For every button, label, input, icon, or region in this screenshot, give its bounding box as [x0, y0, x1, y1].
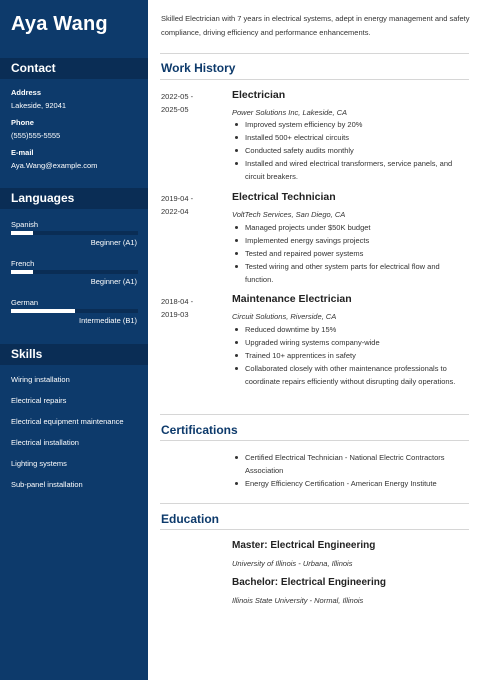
- certification-item: Energy Efficiency Certification - American Energy Institute: [232, 477, 467, 490]
- job-title: Maintenance Electrician: [232, 293, 352, 305]
- education-school: Illinois State University - Normal, Illinois: [232, 596, 364, 605]
- certification-list: [232, 451, 467, 490]
- skill-item: Wiring installation: [11, 375, 70, 384]
- skill-item: Lighting systems: [11, 459, 67, 468]
- divider: [160, 440, 469, 441]
- education-degree: Master: Electrical Engineering: [232, 540, 376, 551]
- job-bullet: Upgraded wiring systems company-wide: [232, 336, 467, 349]
- job-company: Circuit Solutions, Riverside, CA: [232, 312, 337, 321]
- language-bar-fill: [11, 309, 75, 313]
- address-value: Lakeside, 92041: [11, 101, 67, 110]
- language-level: Beginner (A1): [90, 238, 137, 247]
- job-title: Electrical Technician: [232, 191, 336, 203]
- job-company: VoltTech Services, San Diego, CA: [232, 210, 346, 219]
- certifications-heading: Certifications: [161, 423, 238, 437]
- divider: [160, 529, 469, 530]
- job-bullets: [232, 118, 467, 183]
- job-bullet: Reduced downtime by 15%: [232, 323, 467, 336]
- job-bullet: Improved system efficiency by 20%: [232, 118, 467, 131]
- contact-heading: Contact: [0, 58, 148, 79]
- job-bullet: Managed projects under $50K budget: [232, 221, 467, 234]
- divider: [160, 503, 469, 504]
- summary: Skilled Electrician with 7 years in electrical systems, adept in energy management and safety compliance, driving efficiency and performance enhancements.: [161, 14, 470, 37]
- skill-item: Electrical equipment maintenance: [11, 417, 124, 426]
- education-school: University of Illinois - Urbana, Illinois: [232, 559, 353, 568]
- skill-item: Sub-panel installation: [11, 480, 83, 489]
- job-bullet: Tested and repaired power systems: [232, 247, 467, 260]
- phone-label: Phone: [11, 118, 34, 127]
- language-bar: [11, 309, 138, 313]
- divider: [160, 79, 469, 80]
- job-title: Electrician: [232, 89, 286, 101]
- job-company: Power Solutions Inc, Lakeside, CA: [232, 108, 348, 117]
- divider: [160, 414, 469, 415]
- job-bullet: Installed and wired electrical transformers, service panels, and circuit breakers.: [232, 157, 467, 183]
- email-label: E-mail: [11, 148, 34, 157]
- sidebar: [0, 0, 148, 680]
- job-start-date: 2018-04 -: [161, 297, 194, 306]
- candidate-name: Aya Wang: [11, 13, 108, 35]
- job-start-date: 2019-04 -: [161, 194, 194, 203]
- job-end-date: 2025-05: [161, 105, 189, 114]
- work-history-heading: Work History: [161, 61, 236, 75]
- job-bullet: Tested wiring and other system parts for electrical flow and function.: [232, 260, 467, 286]
- address-label: Address: [11, 88, 42, 97]
- job-start-date: 2022-05 -: [161, 92, 194, 101]
- language-name: German: [11, 298, 39, 307]
- education-degree: Bachelor: Electrical Engineering: [232, 577, 386, 588]
- language-bar-fill: [11, 231, 33, 235]
- language-bar-fill: [11, 270, 33, 274]
- job-bullets: [232, 323, 467, 388]
- email-value[interactable]: Aya.Wang@example.com: [11, 161, 98, 170]
- languages-heading: Languages: [0, 188, 148, 209]
- language-bar: [11, 270, 138, 274]
- language-name: Spanish: [11, 220, 39, 229]
- language-bar: [11, 231, 138, 235]
- language-level: Beginner (A1): [90, 277, 137, 286]
- job-bullet: Collaborated closely with other maintenance professionals to coordinate repairs efficiently without disrupting daily operations.: [232, 362, 467, 388]
- skill-item: Electrical repairs: [11, 396, 67, 405]
- job-end-date: 2019-03: [161, 310, 189, 319]
- job-bullet: Trained 10+ apprentices in safety: [232, 349, 467, 362]
- job-bullet: Implemented energy savings projects: [232, 234, 467, 247]
- skill-item: Electrical installation: [11, 438, 79, 447]
- education-heading: Education: [161, 512, 220, 526]
- skills-heading: Skills: [0, 344, 148, 365]
- divider: [160, 53, 469, 54]
- job-end-date: 2022-04: [161, 207, 189, 216]
- phone-value: (555)555-5555: [11, 131, 61, 140]
- language-name: French: [11, 259, 35, 268]
- certification-item: Certified Electrical Technician - National Electric Contractors Association: [232, 451, 467, 477]
- job-bullets: [232, 221, 467, 286]
- job-bullet: Conducted safety audits monthly: [232, 144, 467, 157]
- language-level: Intermediate (B1): [79, 316, 137, 325]
- job-bullet: Installed 500+ electrical circuits: [232, 131, 467, 144]
